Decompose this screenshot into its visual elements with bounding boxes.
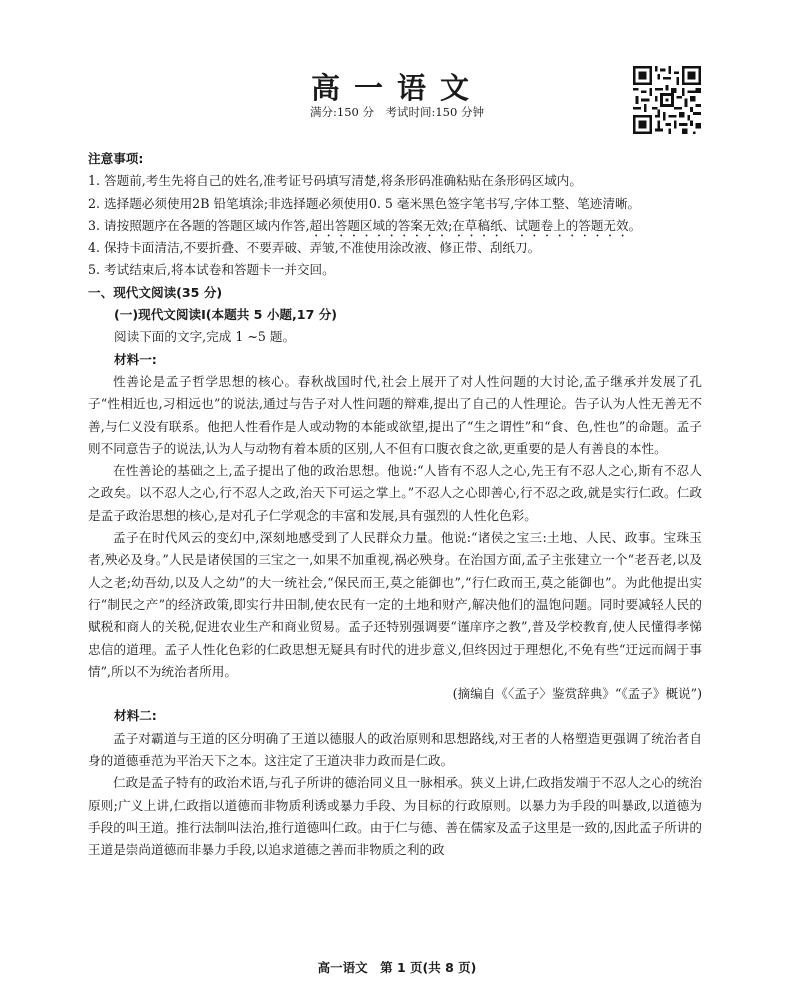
qr-code [633,66,701,134]
material-1-paragraph-1: 性善论是孟子哲学思想的核心。春秋战国时代,社会上展开了对人性问题的大讨论,孟子继承并发展了孔子“性相近也,习相远也”的说法,通过与告子对人性问题的辩难,提出了自己的人性理论。告子认为人性无善无不善,与仁义没有联系。他把人性看作是人或动物的本能或欲望,提出了“生之谓性”和“食、色,性也”的命题。孟子则不同意告子的说法,认为人与动物有着本质的区别,人不但有口腹衣食之欲,更重要的是人有善良的本性。 [88,373,702,456]
page-title: 高一语文 [310,71,483,105]
material-1-label: 材料一: [114,351,157,367]
note-item-3-text: 3. 请按照题序在各题的答题区域内作答, [88,217,310,233]
note-item-1: 1. 答题前,考生先将自己的姓名,准考证号码填写清楚,将条形码准确粘贴在条形码区域内。 [88,173,582,189]
notes-heading: 注意事项: [88,151,144,166]
exam-content [88,148,702,862]
note-item-5: 5. 考试结束后,将本试卷和答题卡一并交回。 [88,262,335,278]
section-heading: 一、现代文阅读(35 分) [88,284,223,300]
note-item-4: 4. 保持卡面清洁,不要折叠、不要弄破、弄皱,不准使用涂改液、修正带、刮纸刀。 [88,240,541,256]
material-2-paragraph-2: 仁政是孟子特有的政治术语,与孔子所讲的德治同义且一脉相承。狭义上讲,仁政指发端于不忍人之心的统治原则;广义上讲,仁政指以道德而非物质利诱或暴力手段、为目标的行政原则。以暴力为手段的叫暴政,以道德为手段的叫王道。推行法制叫法治,推行道德叫仁政。由于仁与德、善在儒家及孟子这里是一致的,因此孟子所讲的王道是崇尚道德而非暴力手段,以追求道德之善而非物质之利的政 [88,775,702,858]
material-2-body [88,728,702,862]
note-item-3-end: 。 [628,217,642,233]
note-item-2: 2. 选择题必须使用2B 铅笔填涂;非选择题必须使用0. 5 毫米黑色签字笔书写,字体工整、笔迹清晰。 [88,195,641,211]
material-2-paragraph-1: 孟子对霸道与王道的区分明确了王道以德服人的政治原则和思想路线,对王者的人格塑造更强调了统治者自身的道德垂范为平治天下之本。这注定了王道决非力政而是仁政。 [88,730,702,769]
note-item-3 [88,215,702,237]
material-1-source: (摘编自《〈孟子〉鉴赏辞典》“《孟子》概说”) [452,686,702,702]
material-1-paragraph-2: 在性善论的基础之上,孟子提出了他的政治思想。他说:“人皆有不忍人之心,先王有不忍人之心,斯有不忍人之政矣。以不忍人之心,行不忍人之政,治天下可运之掌上。”不忍人之心即善心,行不忍之政,就是实行仁政。仁政是孟子政治思想的核心,是对孔子仁学观念的丰富和发展,具有强烈的人性化色彩。 [88,463,702,523]
material-1-paragraph-3: 孟子在时代风云的变幻中,深刻地感受到了人民群众力量。他说:“诸侯之宝三:土地、人民、政事。宝珠玉者,殃必及身。”人民是诸侯国的三宝之一,如果不加重视,祸必殃身。在治国方面,孟子主张建立一个“老吾老,以及人之老;幼吾幼,以及人之幼”的大一统社会,“保民而王,莫之能御也”,“行仁政而王,莫之能御也”。为此他提出实行“制民之产”的经济政策,即实行井田制,使农民有一定的土地和财产,解决他们的温饱问题。同时要减轻人民的赋税和商人的关税,促进农业生产和商业贸易。孟子还特别强调要“谨庠序之教”,普及学校教育,使人民懂得孝悌忠信的道理。孟子人性化色彩的仁政思想无疑具有时代的进步意义,但终因过于理想化,不免有些“迂远而阔于事情”,所以不为统治者所用。 [88,530,702,679]
note-item-3-emphasis: 超出答题区域的答案无效;在草稿纸、试题卷上的答题无效 [309,217,629,233]
material-2-label: 材料二: [114,708,157,724]
exam-info: 满分:150 分 考试时间:150 分钟 [310,105,484,119]
subsection-heading: (一)现代文阅读Ⅰ(本题共 5 小题,17 分) [114,307,338,323]
material-1-body [88,371,702,683]
page-footer: 高一语文 第 1 页(共 8 页) [317,960,477,975]
reading-instruction: 阅读下面的文字,完成 1 ~5 题。 [114,329,296,345]
